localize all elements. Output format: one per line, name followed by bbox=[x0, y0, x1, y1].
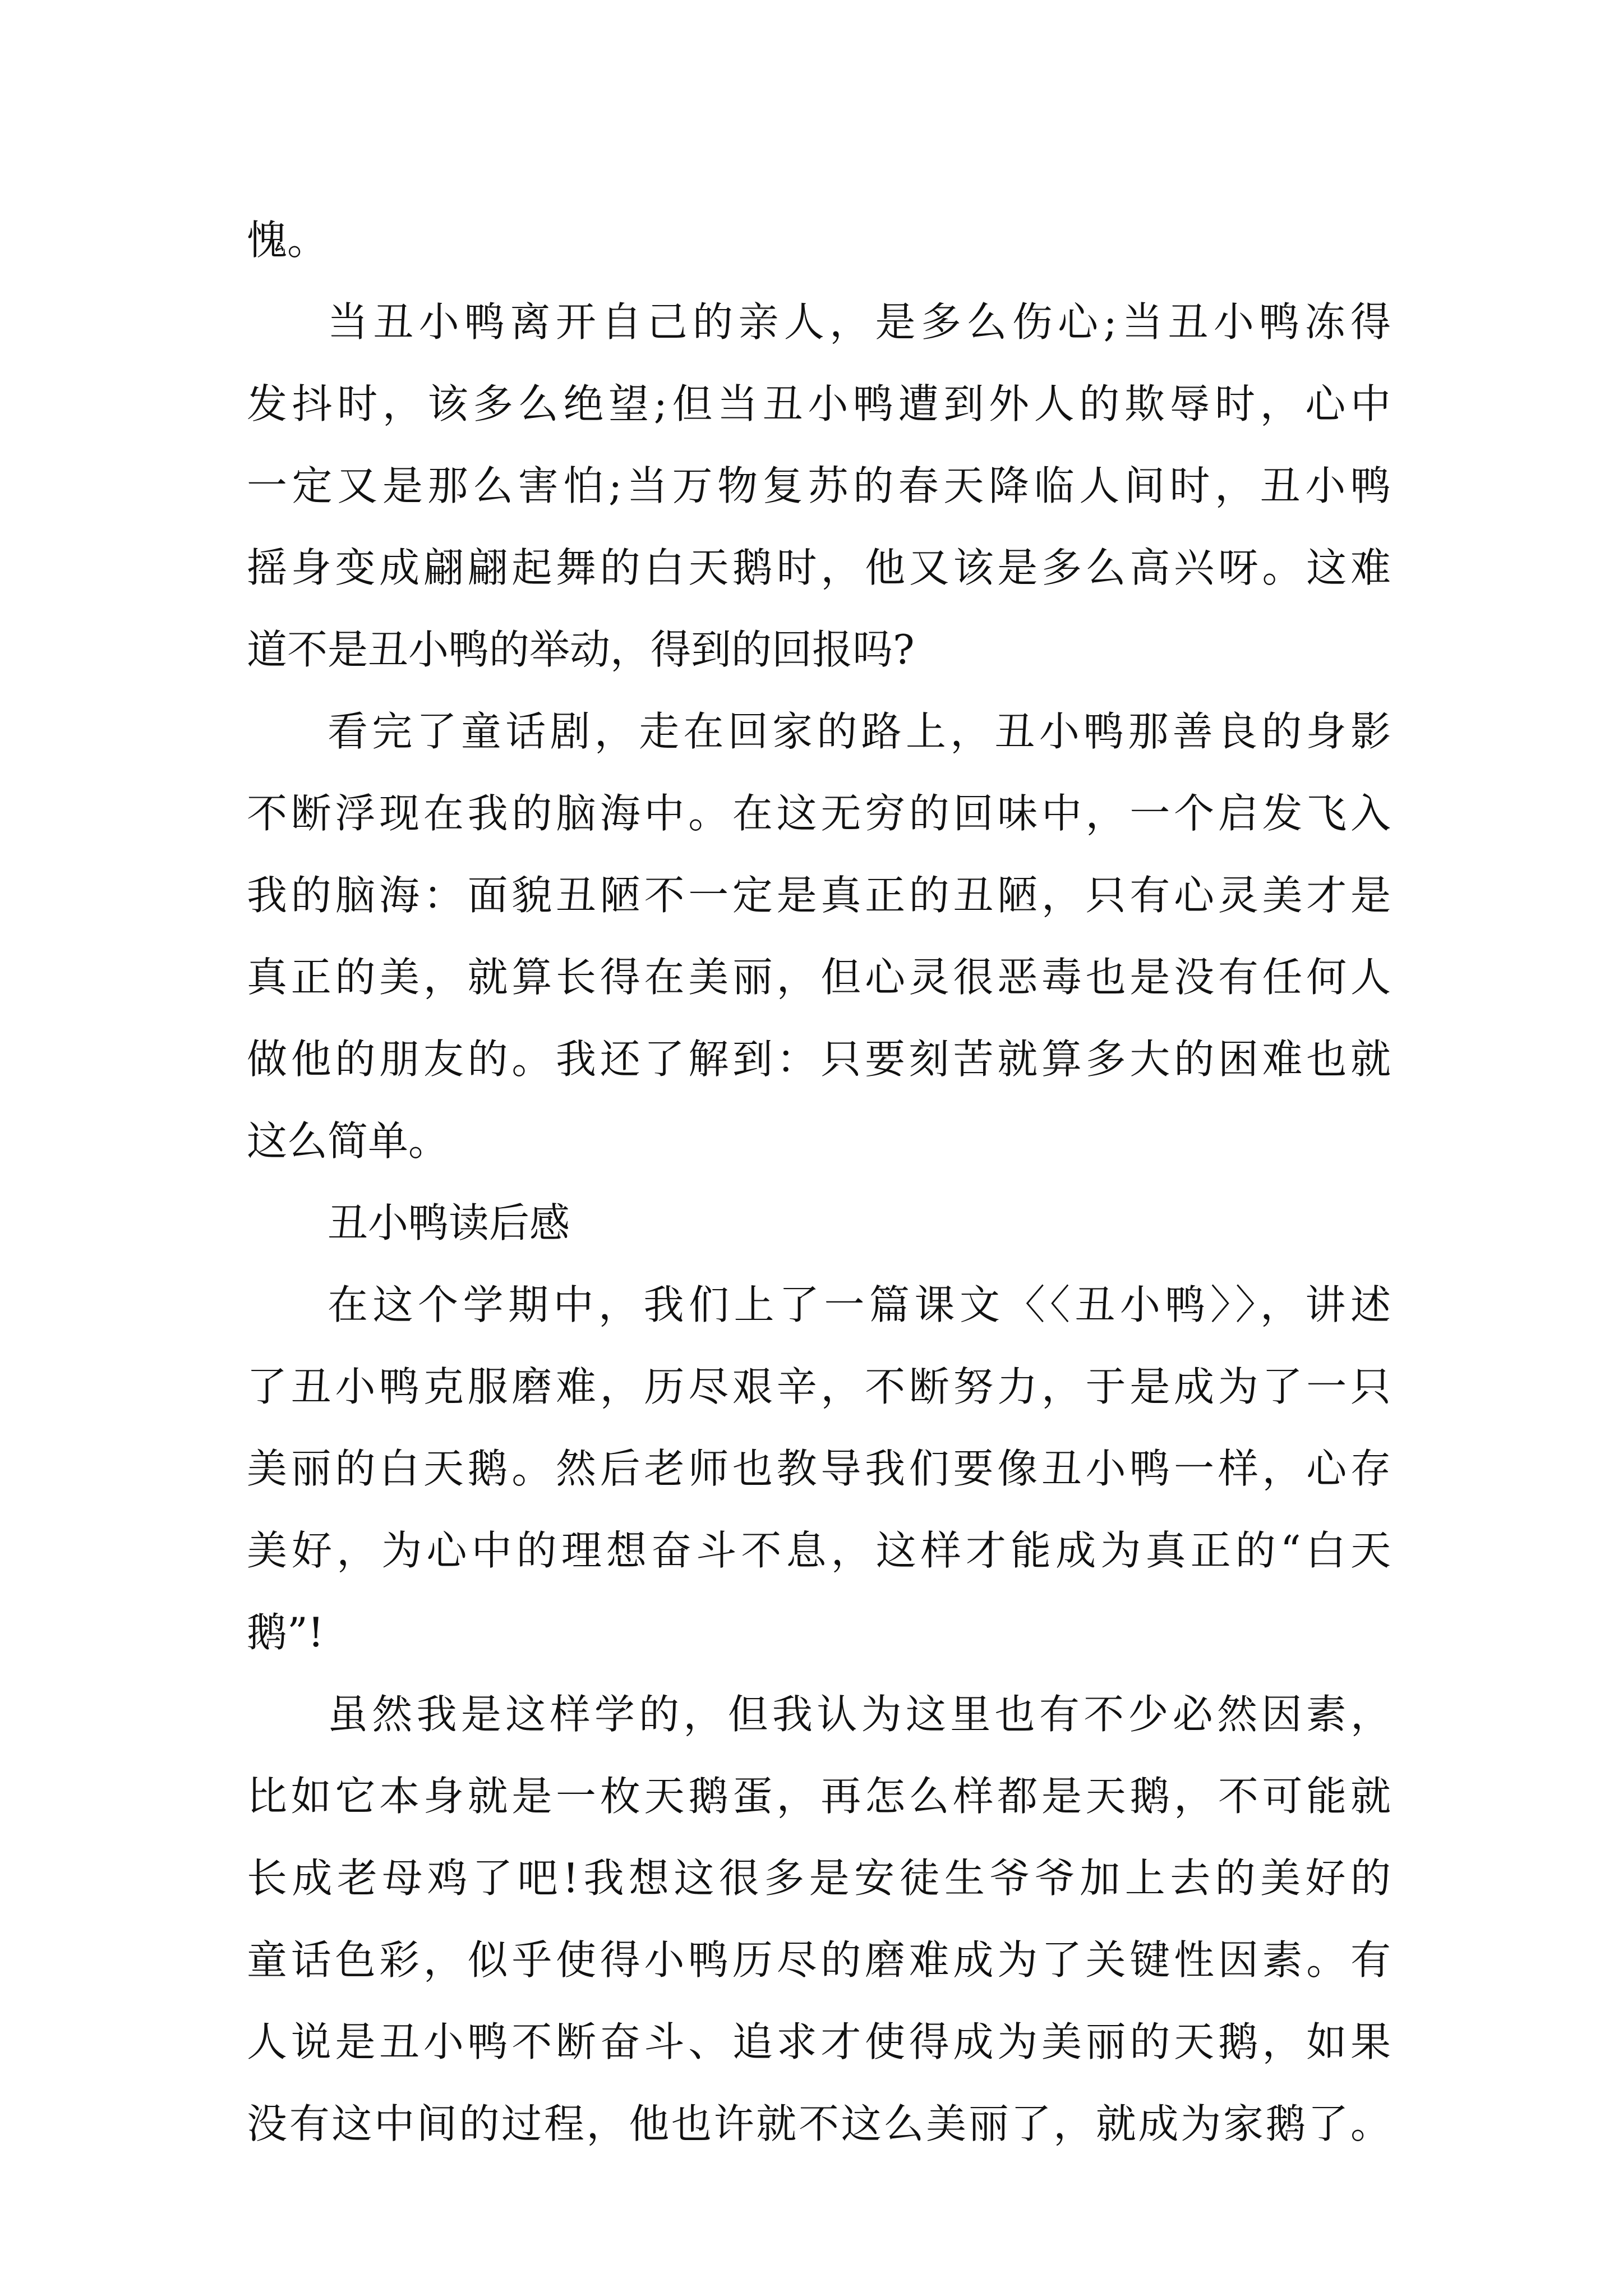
text-line: 鹅”! bbox=[247, 1609, 324, 1656]
body-text bbox=[247, 199, 1391, 2165]
text-line: 了丑小鸭克服磨难，历尽艰辛，不断努力，于是成为了一只 bbox=[247, 1363, 1391, 1410]
text-line: 真正的美，就算长得在美丽，但心灵很恶毒也是没有任何人 bbox=[247, 954, 1391, 1001]
text-line: 虽然我是这样学的，但我认为这里也有不少必然因素， bbox=[328, 1691, 1391, 1738]
text-line: 童话色彩，似乎使得小鸭历尽的磨难成为了关键性因素。有 bbox=[247, 1936, 1391, 1984]
text-line: 没有这中间的过程，他也许就不这么美丽了，就成为家鹅了。 bbox=[247, 2100, 1391, 2147]
text-line: 美丽的白天鹅。然后老师也教导我们要像丑小鸭一样，心存 bbox=[247, 1445, 1391, 1492]
text-line: 做他的朋友的。我还了解到：只要刻苦就算多大的困难也就 bbox=[247, 1036, 1391, 1083]
text-line: 比如它本身就是一枚天鹅蛋，再怎么样都是天鹅，不可能就 bbox=[247, 1773, 1391, 1820]
text-line: 道不是丑小鸭的举动，得到的回报吗? bbox=[247, 626, 915, 673]
text-line: 人说是丑小鸭不断奋斗、追求才使得成为美丽的天鹅，如果 bbox=[247, 2018, 1391, 2065]
text-line: 在这个学期中，我们上了一篇课文〈〈丑小鸭〉〉，讲述 bbox=[328, 1281, 1391, 1328]
text-line: 摇身变成翩翩起舞的白天鹅时，他又该是多么高兴呀。这难 bbox=[247, 544, 1391, 591]
text-line: 当丑小鸭离开自己的亲人，是多么伤心;当丑小鸭冻得 bbox=[328, 298, 1391, 346]
text-line: 不断浮现在我的脑海中。在这无穷的回味中，一个启发飞入 bbox=[247, 790, 1391, 837]
text-line: 发抖时，该多么绝望;但当丑小鸭遭到外人的欺辱时，心中 bbox=[247, 380, 1391, 427]
text-line: 看完了童话剧，走在回家的路上，丑小鸭那善良的身影 bbox=[328, 708, 1391, 755]
text-line: 愧。 bbox=[247, 217, 328, 264]
text-line: 这么简单。 bbox=[247, 1117, 449, 1165]
text-line: 一定又是那么害怕;当万物复苏的春天降临人间时，丑小鸭 bbox=[247, 462, 1391, 509]
text-line: 美好，为心中的理想奋斗不息，这样才能成为真正的“白天 bbox=[247, 1527, 1391, 1574]
section-title: 丑小鸭读后感 bbox=[328, 1199, 570, 1246]
text-line: 长成老母鸡了吧!我想这很多是安徒生爷爷加上去的美好的 bbox=[247, 1855, 1391, 1902]
text-line: 我的脑海：面貌丑陋不一定是真正的丑陋，只有心灵美才是 bbox=[247, 872, 1391, 919]
